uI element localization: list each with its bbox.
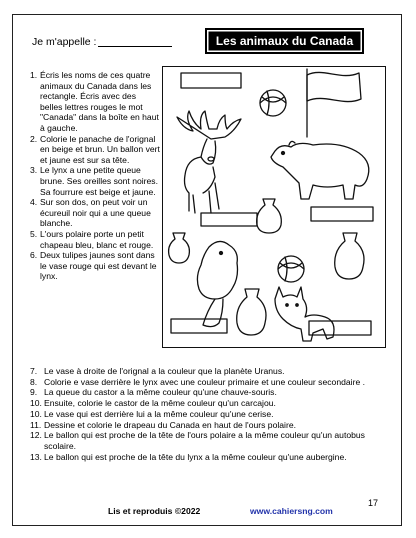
instruction-item: 9. La queue du castor a la même couleur qu'une chauve-souris.: [30, 387, 277, 398]
instruction-item: 7. Le vase à droite de l'orignal a la couleur que la planète Uranus.: [30, 366, 285, 376]
name-input-line[interactable]: [98, 46, 172, 47]
instructions-left: [30, 70, 160, 282]
page-number: 17: [368, 498, 379, 508]
name-label: Je m'appelle :: [32, 36, 97, 48]
instruction-item: 3. Le lynx a une petite queue brune. Ses oreilles sont noires. Sa fourrure est beige et jaune.: [30, 165, 158, 197]
flag-icon: [307, 69, 361, 137]
polar-bear-icon: [271, 141, 369, 199]
vase-icon: [169, 233, 190, 263]
moose-icon: [177, 111, 241, 213]
vase-icon: [335, 233, 364, 279]
instructions-bottom: [30, 366, 390, 462]
instruction-item: 11. Dessine et colorie le drapeau du Canada en haut de l'ours polaire.: [30, 419, 296, 430]
footer-website-link[interactable]: www.cahiersng.com: [250, 506, 333, 516]
moose-label-box: [201, 213, 257, 226]
instruction-item: 4. Sur son dos, on peut voir un écureuil noir qui a une queue blanche.: [30, 197, 151, 229]
lynx-icon: [275, 287, 334, 341]
instruction-item: 8. Colorie e vase derrière le lynx avec une couleur primaire et une couleur secondaire .: [30, 376, 366, 387]
instruction-item: 10. Ensuite, colorie le castor de la même couleur qu'un carcajou.: [30, 398, 276, 409]
footer-copyright: Lis et reproduis ©2022: [108, 506, 201, 516]
beaver-icon: [197, 241, 237, 326]
page-title: Les animaux du Canada: [205, 28, 364, 54]
vase-icon: [257, 199, 282, 233]
beaver-label-box: [171, 319, 227, 333]
instruction-item: 1. Écris les noms de ces quatre animaux du Canada dans les rectangle. Écris avec des belles lettres rouges le mot "Canada" dans la boîte en haut à gauche.: [30, 70, 159, 133]
polar-bear-label-box: [311, 207, 373, 221]
beach-ball-icon: [260, 90, 286, 116]
canada-label-box: [181, 73, 241, 88]
lynx-label-box: [309, 321, 371, 335]
instruction-item: 2. Colorie le panache de l'orignal en beige et brun. Un ballon vert et jaune est sur sa tête.: [30, 133, 160, 165]
beach-ball-icon: [278, 256, 304, 282]
scene-drawing: [163, 67, 384, 346]
coloring-scene[interactable]: [162, 66, 386, 348]
vase-icon: [237, 289, 266, 335]
instruction-item: 10. Le vase qui est derrière lui a la même couleur qu'une cerise.: [30, 408, 274, 419]
instruction-item: 5. L'ours polaire porte un petit chapeau bleu, blanc et rouge.: [30, 228, 154, 250]
instruction-item: 13. Le ballon qui est proche de la tête du lynx a la même couleur qu'une aubergine.: [30, 451, 347, 462]
instruction-item: 6. Deux tulipes jaunes sont dans le vase rouge qui est devant le lynx.: [30, 250, 157, 282]
instruction-item: 12. Le ballon qui est proche de la tête de l'ours polaire a la même couleur qu'un autobus scolaire.: [30, 430, 365, 451]
